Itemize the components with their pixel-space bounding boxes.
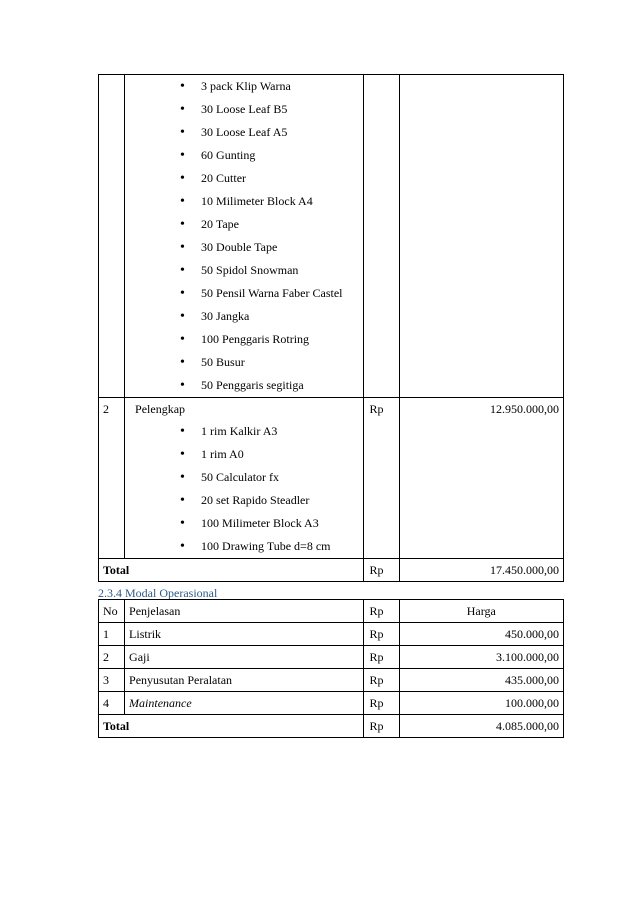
table-row [99, 669, 564, 692]
rp-cell: Rp [363, 646, 399, 669]
no-cell [99, 75, 125, 398]
row-number: 1 [99, 623, 125, 646]
bullet-list [125, 75, 363, 397]
list-item: • 20 Cutter [125, 167, 363, 190]
table-row-continued [99, 75, 564, 398]
amount-cell: 100.000,00 [399, 692, 563, 715]
list-item: • 50 Busur [125, 351, 363, 374]
header-price: Harga [399, 600, 563, 623]
row-number: 3 [99, 669, 125, 692]
table-row-total [99, 559, 564, 582]
rp-cell [363, 75, 399, 398]
rp-cell: Rp [363, 398, 399, 559]
table-header-row [99, 600, 564, 623]
row-desc: Listrik [125, 623, 364, 646]
table-row [99, 692, 564, 715]
header-rp: Rp [363, 600, 399, 623]
rp-cell: Rp [363, 669, 399, 692]
rp-cell: Rp [363, 715, 399, 738]
list-item: • 50 Pensil Warna Faber Castel [125, 282, 363, 305]
list-item: • 10 Milimeter Block A4 [125, 190, 363, 213]
row-label: Pelengkap [135, 402, 186, 416]
section-title: 2.3.4 Modal Operasional [98, 586, 218, 600]
table-row-total [99, 715, 564, 738]
list-item: • 20 set Rapido Steadler [125, 489, 363, 512]
header-no: No [99, 600, 125, 623]
table-row [99, 646, 564, 669]
list-item: • 1 rim A0 [125, 443, 363, 466]
total-amount: 4.085.000,00 [399, 715, 563, 738]
total-label: Total [99, 715, 364, 738]
operational-table [98, 599, 564, 738]
row-number: 2 [99, 646, 125, 669]
total-label: Total [99, 559, 364, 582]
list-item: • 50 Penggaris segitiga [125, 374, 363, 397]
list-item: • 3 pack Klip Warna [125, 75, 363, 98]
header-desc: Penjelasan [125, 600, 364, 623]
row-desc: Penyusutan Peralatan [125, 669, 364, 692]
total-amount: 17.450.000,00 [399, 559, 563, 582]
items-cell [125, 398, 364, 559]
bullet-list [125, 420, 363, 558]
table-row-pelengkap [99, 398, 564, 559]
list-item: • 60 Gunting [125, 144, 363, 167]
rp-cell: Rp [363, 559, 399, 582]
list-item: • 50 Spidol Snowman [125, 259, 363, 282]
list-item: • 100 Drawing Tube d=8 cm [125, 535, 363, 558]
rp-cell: Rp [363, 692, 399, 715]
items-cell [125, 75, 364, 398]
row-desc: Maintenance [125, 692, 364, 715]
amount-cell: 450.000,00 [399, 623, 563, 646]
list-item: • 30 Jangka [125, 305, 363, 328]
equipment-table [98, 74, 564, 582]
list-item: • 50 Calculator fx [125, 466, 363, 489]
list-item: • 30 Loose Leaf A5 [125, 121, 363, 144]
row-number: 2 [99, 398, 125, 559]
amount-cell [399, 75, 563, 398]
row-number: 4 [99, 692, 125, 715]
amount-cell: 3.100.000,00 [399, 646, 563, 669]
list-item: • 30 Double Tape [125, 236, 363, 259]
list-item: • 100 Milimeter Block A3 [125, 512, 363, 535]
rp-cell: Rp [363, 623, 399, 646]
list-item: • 100 Penggaris Rotring [125, 328, 363, 351]
amount-cell: 435.000,00 [399, 669, 563, 692]
list-item: • 30 Loose Leaf B5 [125, 98, 363, 121]
row-desc: Gaji [125, 646, 364, 669]
amount-cell: 12.950.000,00 [399, 398, 563, 559]
list-item: • 1 rim Kalkir A3 [125, 420, 363, 443]
table-row [99, 623, 564, 646]
list-item: • 20 Tape [125, 213, 363, 236]
